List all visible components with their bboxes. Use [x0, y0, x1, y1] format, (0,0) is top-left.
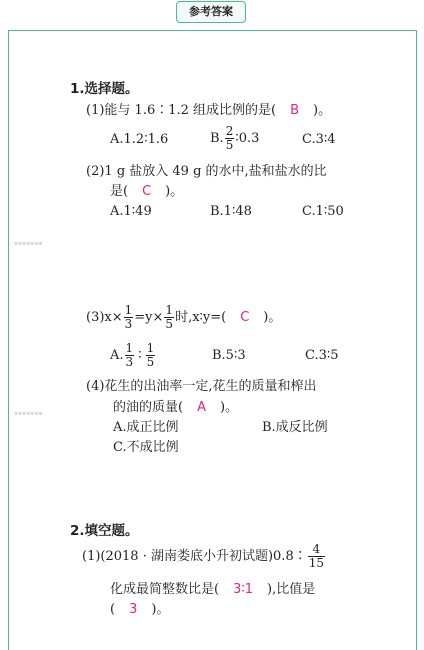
q2-p1-stem-line3-b: )。: [151, 602, 170, 617]
q1-p3-opt-a-fraction-2: [146, 342, 156, 369]
watermark-mark-2: ▪▪▪▪▪▪▪: [14, 410, 43, 417]
q1-title: [70, 80, 139, 98]
q1-p4-stem-line1: (4)花生的出油率一定,花生的质量和榨出: [86, 379, 317, 394]
q1-p3-fraction-2: [164, 304, 174, 331]
q1-p4-stem-line2: [113, 399, 238, 417]
q1-p2-opt-a: A.1∶49: [110, 204, 152, 219]
q1-p4-stem-a: 的油的质量(: [113, 400, 184, 415]
q2-p1-stem-line3-a: (: [110, 602, 116, 617]
q2-number: 2: [70, 523, 80, 539]
q1-p4-opt-b: B.成反比例: [262, 420, 328, 435]
q1-p2-opt-b: B.1∶48: [210, 204, 252, 219]
q2-p1-stem-line2: [110, 581, 315, 599]
fraction-numerator: 1: [146, 341, 155, 355]
q1-p4-opt-a: A.成正比例: [113, 420, 179, 435]
q1-p3-opt-a-fraction-1: [125, 342, 135, 369]
q1-p2-answer: C: [142, 184, 152, 199]
q1-p1-answer: B: [290, 103, 300, 118]
q2-p1-stem-line2-b: ),比值是: [267, 582, 316, 597]
fraction-denominator: 3: [125, 355, 134, 369]
q1-p3-stem-c: )。: [263, 310, 282, 325]
q2-title: [70, 522, 139, 540]
q2-p1-stem-a: (1)(2018 · 湖南娄底小升初试题)0.8∶: [82, 549, 307, 564]
q1-p3-stem: [86, 300, 281, 336]
fraction-denominator: 3: [124, 317, 133, 331]
q1-p1-opt-c: C.3∶4: [302, 132, 336, 147]
q1-p1-opt-b-suffix: ∶0.3: [235, 131, 260, 146]
q1-p1-opt-b-fraction: [225, 125, 235, 152]
q2-p1-answer-2: 3: [129, 602, 138, 617]
fraction-numerator: 2: [225, 124, 234, 138]
q2-p1-stem-line1: [82, 539, 326, 575]
answer-key-tab: 参考答案: [176, 1, 246, 23]
fraction-numerator: 1: [125, 341, 134, 355]
q1-p4-opt-c: C.不成比例: [113, 440, 179, 455]
q1-p3-opt-c: C.3∶5: [305, 348, 339, 363]
q1-p1-stem-b: )。: [313, 103, 332, 118]
fraction-denominator: 5: [165, 317, 174, 331]
q1-p3-opt-a-colon: ∶: [138, 348, 142, 363]
q1-p3-fraction-1: [124, 304, 134, 331]
q1-p2-stem-line1: (2)1 g 盐放入 49 g 的水中,盐和盐水的比: [86, 164, 327, 179]
q2-p1-stem-line2-a: 化成最简整数比是(: [110, 582, 220, 597]
fraction-numerator: 4: [308, 543, 325, 557]
q1-p3-stem-b: 时,x∶y=(: [175, 310, 227, 325]
fraction-denominator: 15: [308, 556, 324, 570]
q2-p1-answer-1: 3∶1: [233, 582, 254, 597]
q1-p1-opt-b-prefix: B.: [210, 131, 224, 146]
q1-p3-answer: C: [240, 310, 250, 325]
fraction-denominator: 5: [146, 355, 155, 369]
q1-p3-stem-a: (3)x×: [86, 310, 123, 325]
q1-p2-stem-b: )。: [165, 184, 184, 199]
fraction-numerator: 1: [165, 303, 174, 317]
q1-p2-opt-c: C.1∶50: [302, 204, 344, 219]
q2-title-text: .填空题。: [79, 523, 139, 539]
q1-p3-stem-mid: =y×: [134, 310, 164, 325]
q1-p1-stem: [86, 102, 331, 120]
q1-p3-opt-a: [110, 338, 156, 374]
q1-p2-stem-a: 是(: [110, 184, 129, 199]
q2-p1-fraction: [308, 543, 325, 570]
q1-p1-opt-b: [210, 121, 259, 157]
fraction-numerator: 1: [124, 303, 133, 317]
q2-p1-stem-line3: [110, 601, 169, 619]
q1-title-text: .选择题。: [79, 81, 139, 97]
q1-number: 1: [70, 81, 80, 97]
fraction-denominator: 5: [225, 138, 234, 152]
q1-p4-stem-b: )。: [219, 400, 239, 415]
q1-p3-opt-b: B.5∶3: [212, 348, 246, 363]
q1-p4-answer: A: [197, 400, 206, 415]
watermark-mark-1: ▪▪▪▪▪▪▪: [14, 240, 43, 247]
q1-p1-opt-a: A.1.2∶1.6: [110, 132, 169, 147]
q1-p3-opt-a-prefix: A.: [110, 348, 124, 363]
q1-p2-stem-line2: [110, 183, 183, 201]
q1-p1-stem-a: (1)能与 1.6∶1.2 组成比例的是(: [86, 103, 277, 118]
